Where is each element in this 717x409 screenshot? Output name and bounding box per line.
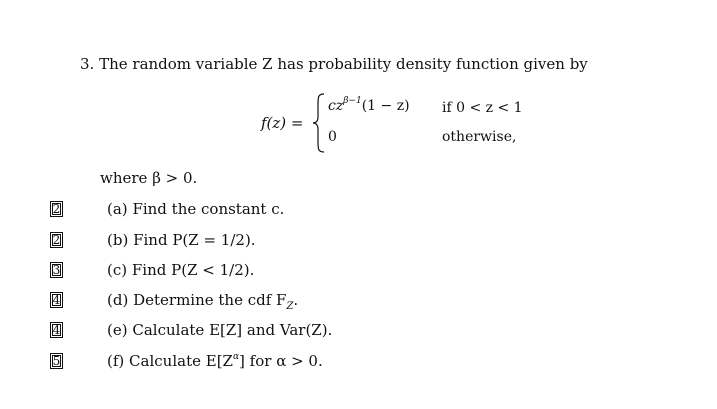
case1-expr-suffix: (1 − z) — [361, 98, 410, 114]
pdf-case2-expression: 0 — [328, 129, 337, 145]
part-b — [107, 231, 256, 249]
case1-expr-exponent: β−1 — [343, 96, 362, 106]
mark-box: 4 — [50, 322, 63, 338]
part-a — [107, 200, 284, 218]
part-label: (c) — [107, 261, 128, 279]
part-text-suffix: ] for α > 0. — [239, 352, 323, 370]
part-label: (e) — [107, 321, 128, 339]
part-text: Calculate E[Z] and Var(Z). — [132, 321, 333, 339]
pdf-case1-condition: if 0 < z < 1 — [442, 100, 523, 116]
mark-box: 2 — [50, 201, 63, 217]
problem-heading — [80, 55, 588, 73]
part-text-prefix: Determine the cdf F — [133, 291, 287, 309]
part-c — [107, 261, 254, 279]
part-label: (f) — [107, 352, 125, 370]
part-label: (b) — [107, 231, 129, 249]
part-f — [107, 352, 323, 373]
part-e — [107, 321, 332, 339]
part-text-superscript: α — [232, 352, 240, 362]
left-brace-icon — [312, 93, 326, 153]
pdf-case1-expression — [328, 98, 410, 114]
part-d — [107, 291, 298, 312]
case1-expr-prefix: cz — [328, 98, 344, 114]
part-text-subscript: Z — [286, 301, 294, 312]
part-text: Find P(Z < 1/2). — [131, 261, 255, 279]
pdf-lhs: f(z) = — [261, 114, 304, 132]
problem-statement: The random variable Z has probability density function given by — [99, 55, 588, 73]
mark-box: 2 — [50, 232, 63, 248]
part-text-prefix: Calculate E[Z — [129, 352, 233, 370]
part-text-suffix: . — [293, 291, 299, 309]
pdf-case2-condition: otherwise, — [442, 129, 517, 145]
mark-box: 3 — [50, 262, 63, 278]
part-text: Find P(Z = 1/2). — [133, 231, 256, 249]
part-label: (a) — [107, 200, 128, 218]
part-text: Find the constant c. — [132, 200, 285, 218]
mark-box: 4 — [50, 292, 63, 308]
mark-box: 5 — [50, 353, 63, 369]
part-label: (d) — [107, 291, 129, 309]
problem-number: 3. — [80, 55, 95, 73]
where-clause: where β > 0. — [100, 169, 198, 187]
